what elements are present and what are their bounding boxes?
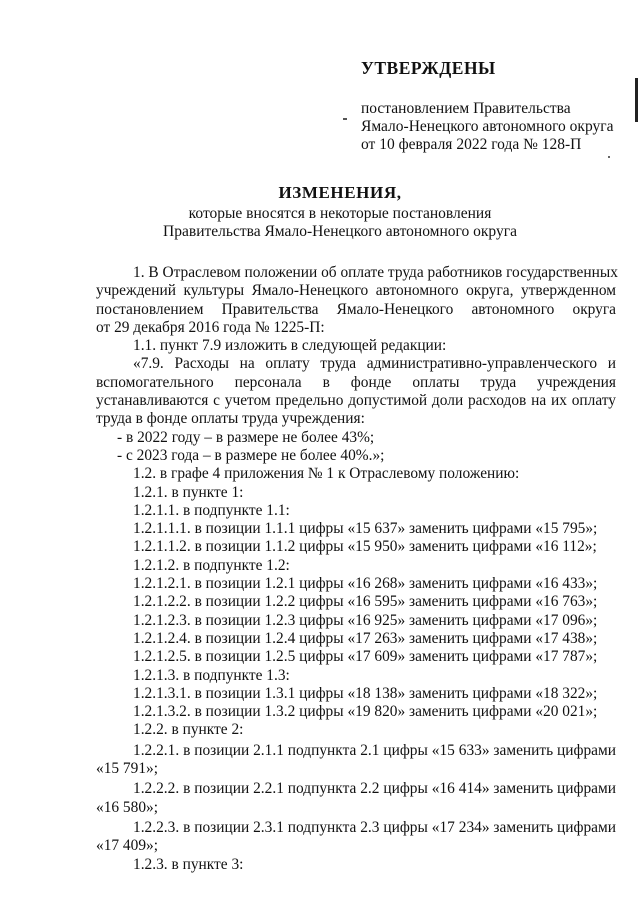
paragraph-line: 1.2.1.1. в подпункте 1.1:: [133, 501, 290, 519]
approval-line: постановлением Правительства: [361, 100, 571, 117]
heading-subtitle: Правительства Ямало-Ненецкого автономного округа: [163, 223, 517, 240]
scan-speck: [343, 118, 347, 120]
paragraph-line: 1.2. в графе 4 приложения № 1 к Отраслевому положению:: [133, 465, 520, 483]
scan-edge-mark: [635, 78, 638, 122]
paragraph-line: 1.2.1.2. в подпункте 1.2:: [133, 556, 290, 574]
paragraph-line: «7.9. Расходы на оплату труда административно-управленческого и: [133, 355, 616, 373]
paragraph-line: - в 2022 году – в размере не более 43%;: [117, 428, 375, 446]
paragraph-line: 1.2.1.1.1. в позиции 1.1.1 цифры «15 637» заменить цифрами «15 795»;: [133, 520, 598, 538]
paragraph-line: 1.2.2.3. в позиции 2.3.1 подпункта 2.3 цифры «17 234» заменить цифрами: [133, 818, 616, 836]
paragraph-line: 1.2.1.2.5. в позиции 1.2.5 цифры «17 609» заменить цифрами «17 787»;: [133, 648, 598, 666]
paragraph-line: 1.2.1.2.1. в позиции 1.2.1 цифры «16 268» заменить цифрами «16 433»;: [133, 575, 598, 593]
approval-title: УТВЕРЖДЕНЫ: [361, 58, 496, 78]
approval-line: Ямало-Ненецкого автономного округа: [361, 118, 614, 135]
paragraph-line: 1.2.1.3.1. в позиции 1.3.1 цифры «18 138» заменить цифрами «18 322»;: [133, 684, 598, 702]
heading-subtitle: которые вносятся в некоторые постановления: [188, 205, 492, 222]
approval-line: от 10 февраля 2022 года № 128-П: [361, 136, 582, 153]
paragraph-line: от 29 декабря 2016 года № 1225-П:: [96, 318, 325, 336]
paragraph-line: 1.2.2.1. в позиции 2.1.1 подпункта 2.1 цифры «15 633» заменить цифрами: [133, 741, 616, 759]
paragraph-line: 1.1. пункт 7.9 изложить в следующей редакции:: [133, 337, 447, 355]
paragraph-line: вспомогательного персонала в фонде оплаты труда учреждения: [96, 373, 616, 391]
approval-block: [361, 58, 631, 154]
paragraph-line: устанавливаются с учетом предельно допустимой доли расходов на их оплату: [96, 392, 616, 410]
paragraph-line: «16 580»;: [96, 798, 158, 816]
paragraph-line: 1.2.1.1.2. в позиции 1.1.2 цифры «15 950» заменить цифрами «16 112»;: [133, 538, 597, 556]
paragraph-line: постановлением Правительства Ямало-Ненецкого автономного округа: [96, 300, 616, 318]
document-body: [96, 264, 616, 874]
paragraph-line: - с 2023 года – в размере не более 40%.»;: [117, 446, 385, 464]
paragraph-line: 1.2.1.2.3. в позиции 1.2.3 цифры «16 925» заменить цифрами «17 096»;: [133, 611, 598, 629]
paragraph-line: 1.2.3. в пункте 3:: [133, 855, 244, 873]
paragraph-line: 1.2.1.3. в подпункте 1.3:: [133, 666, 290, 684]
paragraph-line: 1.2.2. в пункте 2:: [133, 721, 244, 739]
paragraph-line: «15 791»;: [96, 760, 158, 778]
paragraph-line: 1.2.1.2.2. в позиции 1.2.2 цифры «16 595» заменить цифрами «16 763»;: [133, 593, 598, 611]
paragraph-line: 1.2.2.2. в позиции 2.2.1 подпункта 2.2 цифры «16 414» заменить цифрами: [133, 780, 616, 798]
paragraph-line: учреждений культуры Ямало-Ненецкого автономного округа, утвержденном: [96, 282, 616, 300]
paragraph-line: 1.2.1.2.4. в позиции 1.2.4 цифры «17 263» заменить цифрами «17 438»;: [133, 629, 598, 647]
paragraph-line: 1. В Отраслевом положении об оплате труда работников государственных: [133, 264, 618, 281]
paragraph-line: труда в фонде оплаты труда учреждения:: [96, 410, 365, 428]
heading-title: ИЗМЕНЕНИЯ,: [278, 183, 402, 202]
scan-speck: [608, 156, 610, 158]
paragraph-line: 1.2.1.3.2. в позиции 1.3.2 цифры «19 820» заменить цифрами «20 021»;: [133, 703, 598, 721]
paragraph-line: «17 409»;: [96, 837, 158, 855]
paragraph-line: 1.2.1. в пункте 1:: [133, 483, 244, 501]
